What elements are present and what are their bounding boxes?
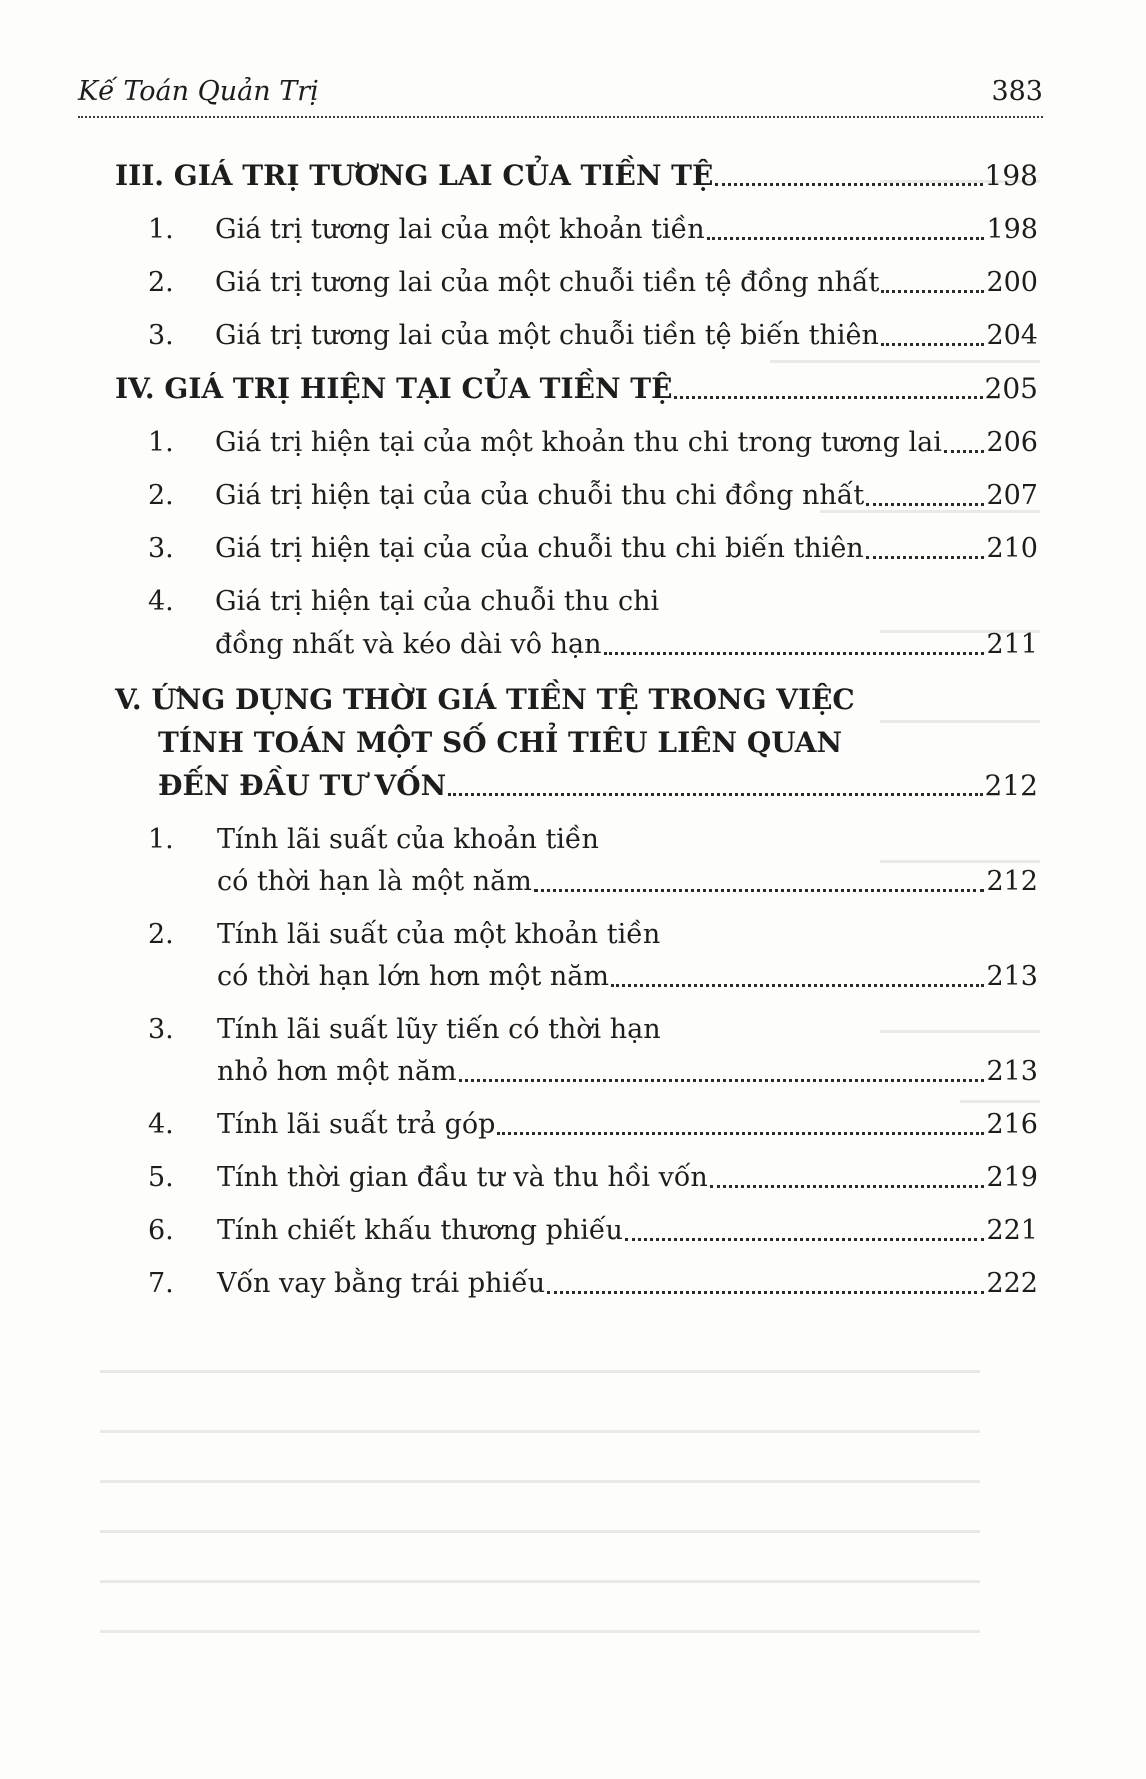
toc-page-ref: 200 xyxy=(986,267,1038,298)
toc-item-text: có thời hạn lớn hơn một năm xyxy=(217,961,609,992)
toc-section-heading: IV. GIÁ TRỊ HIỆN TẠI CỦA TIỀN TỆ xyxy=(115,372,673,405)
toc-item-number: 2. xyxy=(148,919,174,950)
page-number: 383 xyxy=(991,76,1043,107)
leader-dots xyxy=(547,1291,984,1294)
toc-page-ref: 210 xyxy=(986,533,1038,564)
toc-item xyxy=(217,957,1038,997)
toc-page-ref: 212 xyxy=(986,866,1038,897)
toc-page-ref: 198 xyxy=(984,159,1038,192)
leader-dots xyxy=(881,343,985,346)
toc-item xyxy=(217,1264,1038,1304)
toc-page-ref: 198 xyxy=(986,214,1038,245)
toc-item-text: đồng nhất và kéo dài vô hạn xyxy=(215,629,602,660)
toc-section-heading: ĐẾN ĐẦU TƯ VỐN xyxy=(158,769,447,802)
toc-page-ref: 213 xyxy=(986,961,1038,992)
leader-dots xyxy=(674,396,982,399)
toc-item-text: Giá trị hiện tại của một khoản thu chi trong tương lai xyxy=(215,427,942,458)
leader-dots xyxy=(625,1238,985,1241)
leader-dots xyxy=(710,1185,985,1188)
toc-item-number: 5. xyxy=(148,1162,174,1193)
toc-section-v xyxy=(158,766,1038,806)
toc-page-ref: 219 xyxy=(986,1162,1038,1193)
toc-item-text: Giá trị tương lai của một chuỗi tiền tệ biến thiên xyxy=(215,320,879,351)
toc-item-text: nhỏ hơn một năm xyxy=(217,1056,457,1087)
toc-item-number: 6. xyxy=(148,1215,174,1246)
toc-page-ref: 222 xyxy=(986,1268,1038,1299)
leader-dots xyxy=(944,450,985,453)
running-header xyxy=(78,70,1043,118)
toc-page-ref: 221 xyxy=(986,1215,1038,1246)
toc-item-number: 4. xyxy=(148,1109,174,1140)
leader-dots xyxy=(448,793,982,796)
toc-item-text-line1: Tính lãi suất lũy tiến có thời hạn xyxy=(217,1014,661,1045)
toc-item-number: 3. xyxy=(148,533,174,564)
toc-section-iv xyxy=(115,369,1038,409)
toc-item-text: Tính chiết khấu thương phiếu xyxy=(217,1215,623,1246)
toc-item xyxy=(217,1211,1038,1251)
toc-item-text: Giá trị tương lai của một chuỗi tiền tệ đồng nhất xyxy=(215,267,880,298)
toc-item xyxy=(215,263,1038,303)
toc-page-ref: 213 xyxy=(986,1056,1038,1087)
toc-item xyxy=(217,1158,1038,1198)
toc-item-text: Giá trị hiện tại của của chuỗi thu chi biến thiên xyxy=(215,533,864,564)
toc-item-text: có thời hạn là một năm xyxy=(217,866,532,897)
toc-item xyxy=(215,210,1038,250)
toc-item-number: 1. xyxy=(148,427,174,458)
leader-dots xyxy=(459,1079,985,1082)
leader-dots xyxy=(866,503,984,506)
leader-dots xyxy=(707,237,985,240)
toc-item-number: 3. xyxy=(148,1014,174,1045)
toc-item xyxy=(215,529,1038,569)
leader-dots xyxy=(866,556,985,559)
leader-dots xyxy=(534,889,985,892)
toc-item-text-line1: Tính lãi suất của một khoản tiền xyxy=(217,919,661,950)
toc-page-ref: 212 xyxy=(984,769,1038,802)
toc-section-heading-line2: TÍNH TOÁN MỘT SỐ CHỈ TIÊU LIÊN QUAN xyxy=(158,726,843,759)
toc-item-number: 2. xyxy=(148,480,174,511)
toc-page-ref: 216 xyxy=(986,1109,1038,1140)
toc-item xyxy=(215,316,1038,356)
toc-item xyxy=(215,476,1038,516)
toc-item-number: 1. xyxy=(148,214,174,245)
toc-item-number: 2. xyxy=(148,267,174,298)
leader-dots xyxy=(611,984,984,987)
book-title: Kế Toán Quản Trị xyxy=(78,76,319,107)
toc-section-heading-line1: V. ỨNG DỤNG THỜI GIÁ TIỀN TỆ TRONG VIỆC xyxy=(115,683,855,716)
toc-item-text: Tính lãi suất trả góp xyxy=(217,1109,496,1140)
toc-item xyxy=(217,1052,1038,1092)
toc-item xyxy=(217,862,1038,902)
leader-dots xyxy=(715,183,982,186)
toc-item-number: 1. xyxy=(148,824,174,855)
toc-item-text: Vốn vay bằng trái phiếu xyxy=(217,1268,546,1299)
toc-item xyxy=(215,625,1038,665)
toc-section-iii xyxy=(115,156,1038,196)
toc-section-heading: III. GIÁ TRỊ TƯƠNG LAI CỦA TIỀN TỆ xyxy=(115,159,714,192)
leader-dots xyxy=(881,290,984,293)
toc-page-ref: 205 xyxy=(984,372,1038,405)
toc-item-text: Giá trị hiện tại của của chuỗi thu chi đồng nhất xyxy=(215,480,865,511)
toc-page-ref: 206 xyxy=(986,427,1038,458)
toc-item-text: Giá trị tương lai của một khoản tiền xyxy=(215,214,705,245)
toc-item xyxy=(217,1105,1038,1145)
leader-dots xyxy=(497,1132,984,1135)
toc-item-text-line1: Giá trị hiện tại của chuỗi thu chi xyxy=(215,586,660,617)
leader-dots xyxy=(604,652,985,655)
toc-page-ref: 211 xyxy=(986,629,1038,660)
toc-item-number: 4. xyxy=(148,586,174,617)
toc-page-ref: 204 xyxy=(986,320,1038,351)
toc-item-text-line1: Tính lãi suất của khoản tiền xyxy=(217,824,599,855)
toc-item-text: Tính thời gian đầu tư và thu hồi vốn xyxy=(217,1162,708,1193)
toc-page-ref: 207 xyxy=(986,480,1038,511)
toc-item-number: 3. xyxy=(148,320,174,351)
toc-item-number: 7. xyxy=(148,1268,174,1299)
toc-item xyxy=(215,423,1038,463)
